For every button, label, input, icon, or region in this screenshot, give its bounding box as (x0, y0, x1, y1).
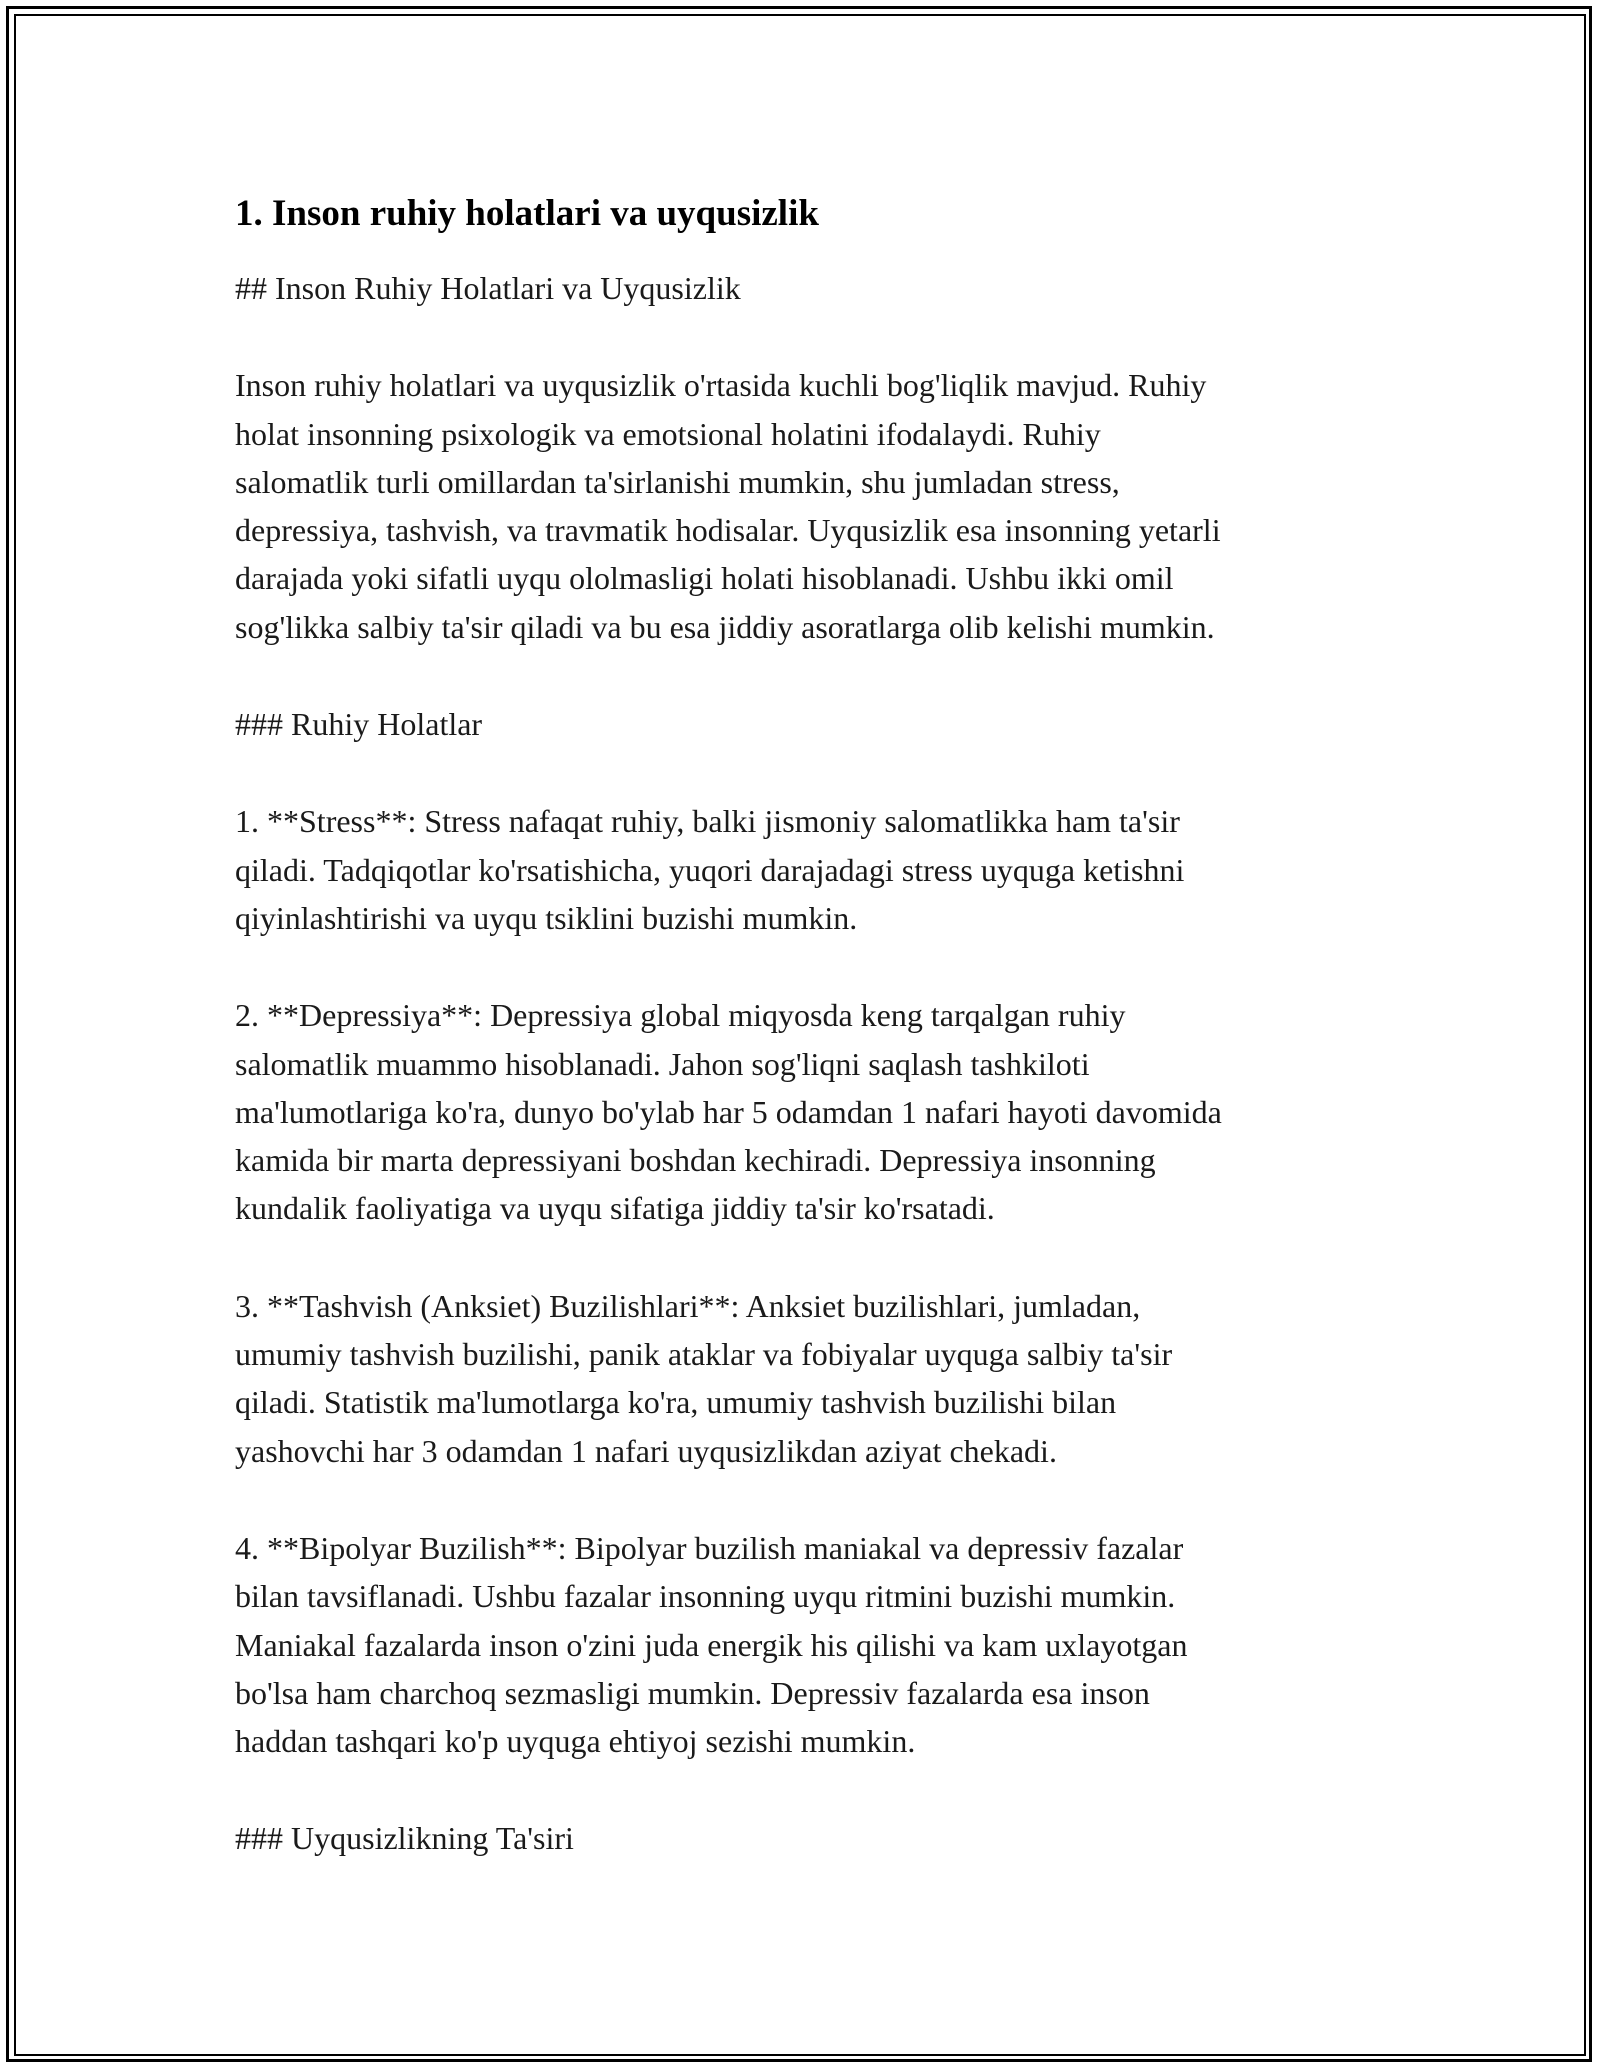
list-item-tashvish: 3. **Tashvish (Anksiet) Buzilishlari**: Anksiet buzilishlari, jumladan, umumiy tashvish buzilishi, panik ataklar va fobiyalar uyquga salbiy ta'sir qiladi. Statistik ma'lumotlarga ko'ra, umumiy tashvish buzilishi bilan yashovchi har 3 odamdan 1 nafari uyqusizlikdan aziyat chekadi. (235, 1287, 1173, 1469)
document-title: 1. Inson ruhiy holatlari va uyqusizlik (235, 193, 819, 234)
section-heading-uyqusizlik-tasiri: ### Uyqusizlikning Ta'siri (235, 1820, 574, 1857)
list-item-bipolyar: 4. **Bipolyar Buzilish**: Bipolyar buzilish maniakal va depressiv fazalar bilan tavsiflanadi. Ushbu fazalar insonning uyqu ritmini buzishi mumkin. Maniakal fazalarda inson o'zini juda energik his qilishi va kam uxlayotgan bo'lsa ham charchoq sezmasligi mumkin. Depressiv fazalarda esa inson haddan tashqari ko'p uyquga ehtiyoj sezishi mumkin. (235, 1529, 1188, 1760)
section-heading-ruhiy-holatlar: ### Ruhiy Holatlar (235, 706, 483, 743)
intro-paragraph: Inson ruhiy holatlari va uyqusizlik o'rtasida kuchli bog'liqlik mavjud. Ruhiy holat insonning psixologik va emotsional holatini ifodalaydi. Ruhiy salomatlik turli omillardan ta'sirlanishi mumkin, shu jumladan stress, depressiya, tashvish, va travmatik hodisalar. Uyqusizlik esa insonning yetarli darajada yoki sifatli uyqu ololmasligi holati hisoblanadi. Ushbu ikki omil sog'likka salbiy ta'sir qiladi va bu esa jiddiy asoratlarga olib kelishi mumkin. (235, 367, 1221, 645)
list-item-depressiya: 2. **Depressiya**: Depressiya global miqyosda keng tarqalgan ruhiy salomatlik muammo hisoblanadi. Jahon sog'liqni saqlash tashkiloti ma'lumotlariga ko'ra, dunyo bo'ylab har 5 odamdan 1 nafari hayoti davomida kamida bir marta depressiyani boshdan kechiradi. Depressiya insonning kundalik faoliyatiga va uyqu sifatiga jiddiy ta'sir ko'rsatadi. (235, 997, 1222, 1227)
section-heading-main: ## Inson Ruhiy Holatlari va Uyqusizlik (235, 270, 741, 306)
document-body (235, 188, 1375, 1863)
list-item-stress: 1. **Stress**: Stress nafaqat ruhiy, balki jismoniy salomatlikka ham ta'sir qiladi. Tadqiqotlar ko'rsatishicha, yuqori darajadagi stress uyquga ketishni qiyinlashtirishi va uyqu tsiklini buzishi mumkin. (235, 803, 1185, 936)
